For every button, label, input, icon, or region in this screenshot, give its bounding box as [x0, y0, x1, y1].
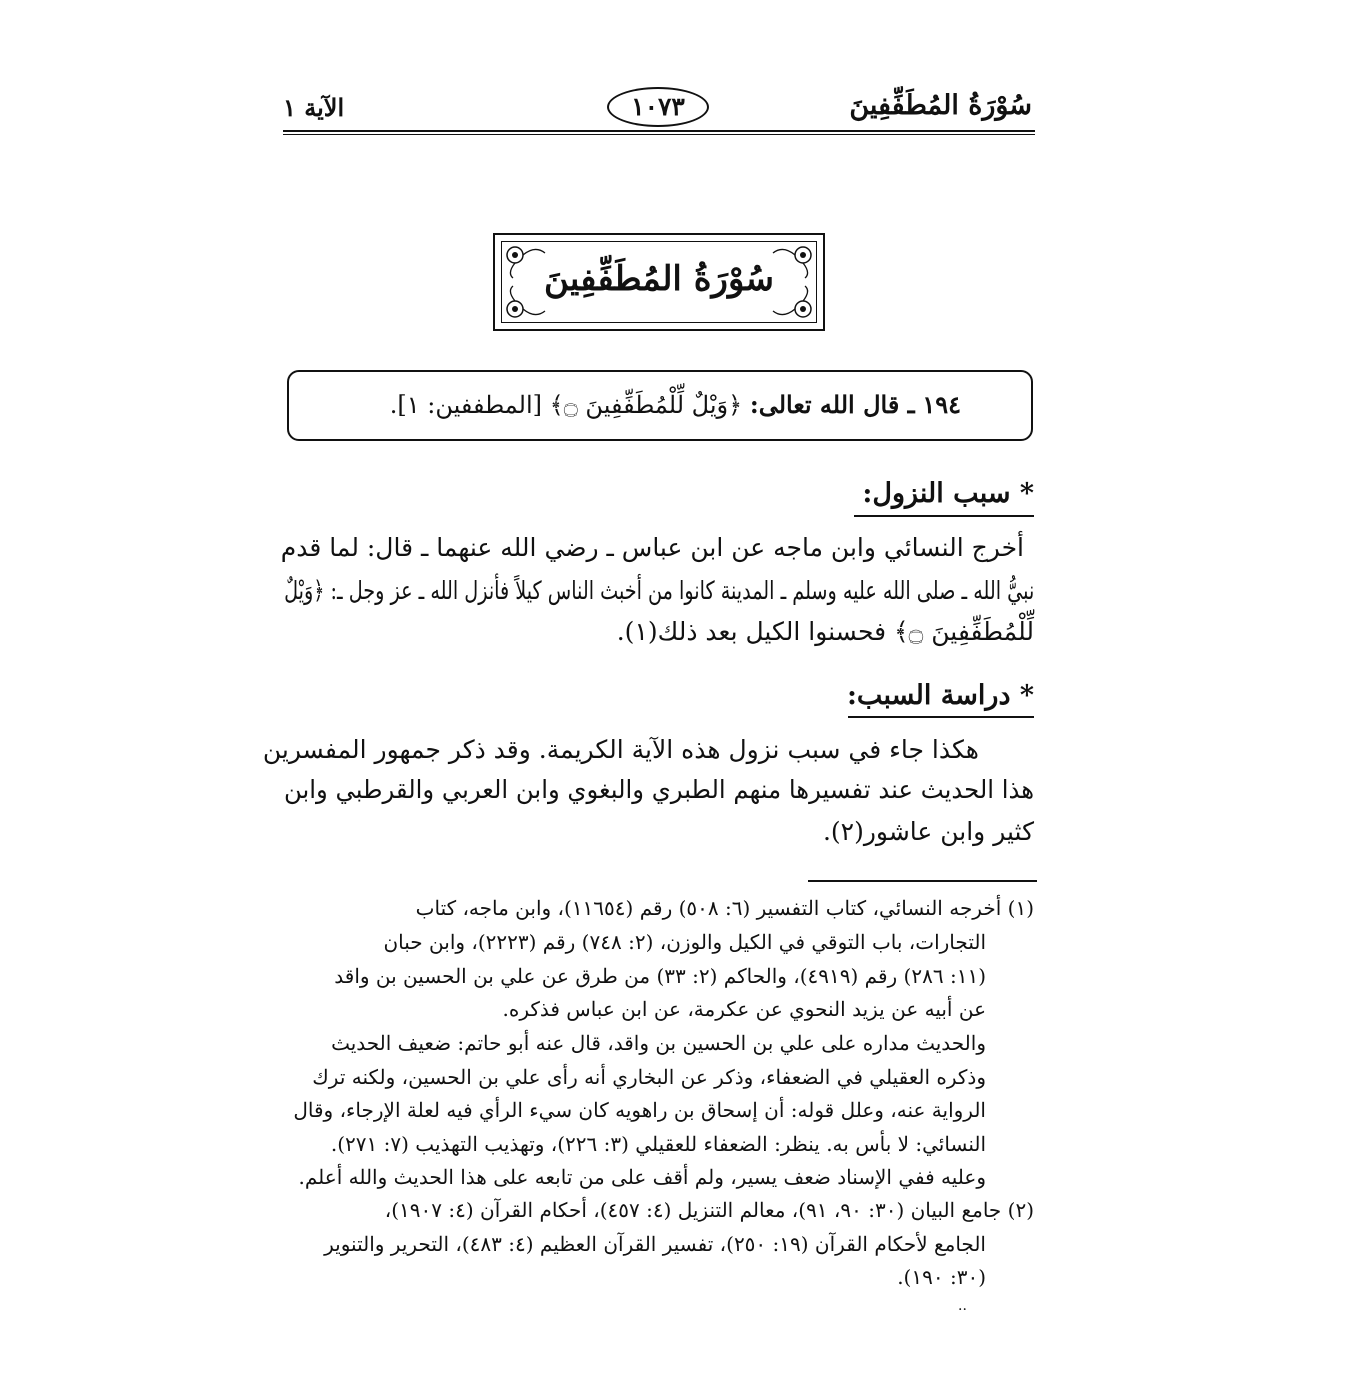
ayah-box	[287, 370, 1033, 441]
ayah-verse: ﴿وَيْلٌ لِّلْمُطَفِّفِينَ ۝﴾	[549, 391, 743, 419]
footnote-line: عن أبيه عن يزيد النحوي عن عكرمة، عن ابن عباس فذكره.	[502, 997, 986, 1021]
section-heading-rule	[854, 515, 1034, 517]
body-line: لِّلْمُطَفِّفِينَ ۝﴾ فحسنوا الكيل بعد ذلك(١).	[616, 617, 1034, 646]
footnote-line: النسائي: لا بأس به. ينظر: الضعفاء للعقيلي (٣: ٢٢٦)، وتهذيب التهذيب (٧: ٢٧١).	[330, 1132, 986, 1156]
ayah-line	[390, 390, 961, 419]
section-heading: * سبب النزول:	[862, 478, 1034, 509]
footnote-line: التجارات، باب التوقي في الكيل والوزن، (٢: ٧٤٨) رقم (٢٢٢٣)، وابن حبان	[383, 930, 986, 954]
surah-title: سُوْرَةُ المُطَفِّفِينَ	[543, 259, 774, 299]
footnote-line: (١) أخرجه النسائي، كتاب التفسير (٦: ٥٠٨) رقم (١١٦٥٤)، وابن ماجه، كتاب	[415, 896, 1034, 920]
scan-speck: ··	[958, 1302, 967, 1318]
body-line: كثير وابن عاشور(٢).	[822, 817, 1034, 846]
footnote-line: وذكره العقيلي في الضعفاء، وذكر عن البخاري أنه رأى علي بن الحسين، ولكنه ترك	[312, 1065, 986, 1089]
footnote-line: (٣٠: ١٩٠).	[897, 1265, 986, 1289]
body-line: هذا الحديث عند تفسيرها منهم الطبري والبغوي وابن العربي والقرطبي وابن	[283, 775, 1034, 804]
header-surah-name: سُوْرَةُ المُطَفِّفِينَ	[849, 90, 1032, 121]
footnote-line: الجامع لأحكام القرآن (١٩: ٢٥٠)، تفسير القرآن العظيم (٤: ٤٨٣)، التحرير والتنوير	[324, 1232, 986, 1256]
body-line: نبيُّ الله ـ صلى الله عليه وسلم ـ المدينة كانوا من أخبث الناس كيلاً فأنزل الله ـ عز وجل ـ: ﴿وَيْلٌ	[283, 576, 1034, 605]
page-number: ١٠٧٣	[607, 87, 709, 127]
body-line: أخرج النسائي وابن ماجه عن ابن عباس ـ رضي الله عنهما ـ قال: لما قدم	[280, 533, 1024, 562]
footnote-rule	[808, 880, 1037, 882]
ayah-number: ١٩٤	[922, 390, 961, 419]
section-heading-rule	[848, 716, 1034, 718]
header-rule	[283, 130, 1035, 132]
footnote-line: الرواية عنه، وعلل قوله: أن إسحاق بن راهويه كان سيء الرأي فيه لعلة الإرجاء، وقال	[293, 1098, 986, 1122]
ayah-reference: [المطففين: ١].	[389, 391, 543, 419]
footnote-line: (٢) جامع البيان (٣٠: ٩٠، ٩١)، معالم التنزيل (٤: ٤٥٧)، أحكام القرآن (٤: ١٩٠٧)،	[384, 1198, 1034, 1222]
footnote-line: (١١: ٢٨٦) رقم (٤٩١٩)، والحاكم (٢: ٣٣) من طرق عن علي بن الحسين بن واقد	[334, 964, 986, 988]
header-verse-ref: الآية ١	[283, 93, 345, 122]
body-line: هكذا جاء في سبب نزول هذه الآية الكريمة. وقد ذكر جمهور المفسرين	[262, 735, 979, 764]
footnote-line: والحديث مداره على علي بن الحسين بن واقد، قال عنه أبو حاتم: ضعيف الحديث	[331, 1031, 986, 1055]
ayah-intro: ـ قال الله تعالى:	[749, 390, 915, 419]
surah-title-frame	[493, 233, 825, 331]
footnote-line: وعليه ففي الإسناد ضعف يسير، ولم أقف على من تابعه على هذا الحديث والله أعلم.	[298, 1165, 986, 1189]
section-heading: * دراسة السبب:	[846, 680, 1034, 711]
header-rule-thin	[283, 134, 1035, 135]
